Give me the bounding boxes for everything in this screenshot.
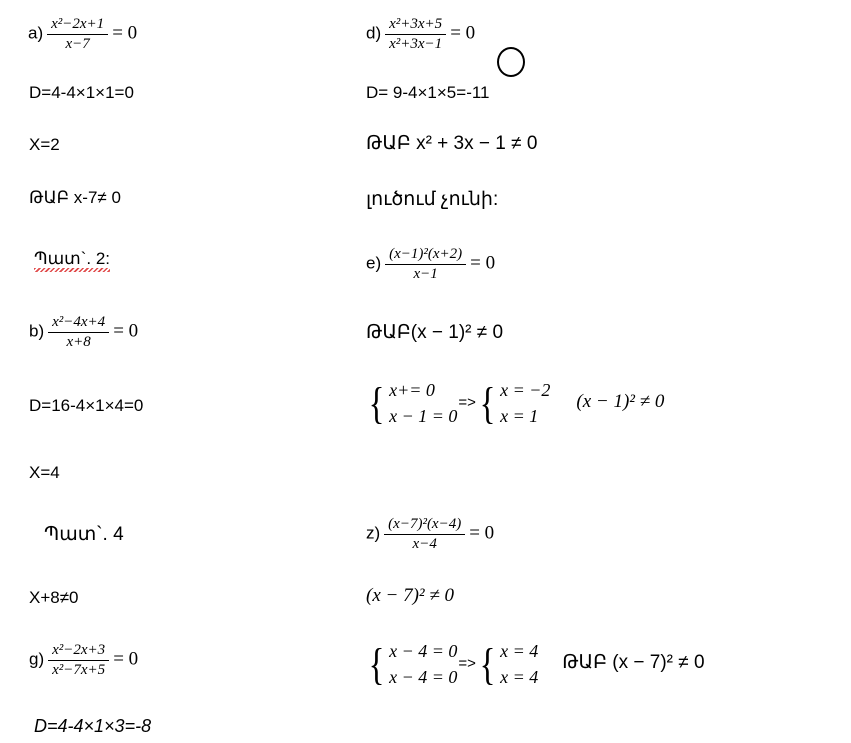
left-brace-icon: { (368, 378, 385, 428)
problem-g-expression (29, 642, 138, 680)
problem-z-system-left-row-0: x − 4 = 0 (389, 641, 458, 661)
problem-e-system-right-row-1: x = 1 (500, 406, 539, 427)
problem-g-discriminant: D=4-4×1×3=-8 (34, 716, 152, 736)
problem-d-condition: ԹԱԲ x² + 3x − 1 ≠ 0 (366, 133, 538, 154)
problem-a-numerator: x²−2x+1 (47, 16, 108, 35)
problem-a-discriminant: D=4-4×1×1=0 (29, 83, 134, 102)
problem-e-system-left (366, 377, 457, 429)
problem-g-numerator: x²−2x+3 (48, 642, 109, 661)
problem-g-equals: = 0 (113, 648, 139, 670)
problem-e-expression (366, 246, 495, 284)
problem-g-fraction (48, 642, 109, 680)
problem-d-expression (366, 16, 475, 54)
problem-e-system-left-row-0: x+= 0 (389, 380, 435, 400)
problem-b-numerator: x²−4x+4 (48, 314, 109, 333)
left-brace-icon: { (368, 639, 385, 689)
problem-a-answer (34, 249, 110, 269)
problem-g-denominator: x²−7x+5 (52, 662, 106, 679)
problem-z-system (366, 638, 705, 690)
problem-b-equals: = 0 (113, 320, 139, 342)
problem-e-system-right (477, 377, 550, 429)
problem-e-fraction (385, 246, 466, 284)
problem-z-system-right-row-0: x = 4 (500, 641, 539, 661)
problem-b-expression (29, 314, 138, 352)
problem-z-equals: = 0 (469, 522, 495, 544)
problem-z-note: ԹԱԲ (x − 7)² ≠ 0 (562, 651, 705, 673)
problem-d-label: d) (366, 23, 382, 43)
problem-e-denominator: x−1 (413, 266, 438, 283)
problem-a-denominator: x−7 (65, 36, 90, 53)
problem-b-denominator: x+8 (66, 334, 91, 351)
problem-z-numerator: (x−7)²(x−4) (384, 516, 465, 535)
problem-z-label: z) (366, 523, 381, 543)
problem-b-root: X=4 (29, 463, 60, 482)
problem-d-fraction (385, 16, 446, 54)
problem-b-answer: Պատ`. 4 (44, 524, 124, 545)
problem-z-system-left-row-1: x − 4 = 0 (389, 667, 458, 688)
problem-b-condition: X+8≠0 (29, 588, 79, 607)
problem-d-equals: = 0 (450, 22, 476, 44)
problem-a-label: a) (28, 23, 44, 43)
problem-e-note: (x − 1)² ≠ 0 (576, 390, 665, 412)
problem-b-discriminant: D=16-4×1×4=0 (29, 396, 144, 415)
problem-z-expression (366, 516, 494, 554)
problem-d-numerator: x²+3x+5 (385, 16, 446, 35)
problem-z-system-left (366, 638, 457, 690)
problem-d-conclusion: լուծում չունի: (366, 189, 499, 210)
problem-z-arrow: => (458, 654, 476, 672)
problem-a-expression (28, 16, 137, 54)
problem-a-equals: = 0 (112, 22, 138, 44)
problem-g-label: g) (29, 649, 45, 669)
problem-e-system-right-row-0: x = −2 (500, 380, 551, 400)
problem-a-answer-text: Պատ`. 2: (34, 249, 111, 268)
problem-z-fraction (384, 516, 465, 554)
problem-z-system-right (477, 638, 538, 690)
problem-e-label: e) (366, 253, 382, 273)
problem-z-condition: (x − 7)² ≠ 0 (366, 585, 455, 606)
problem-b-label: b) (29, 321, 45, 341)
problem-e-system-left-row-1: x − 1 = 0 (389, 406, 458, 427)
problem-b-fraction (48, 314, 109, 352)
problem-z-denominator: x−4 (412, 536, 437, 553)
hand-drawn-circle-annotation (497, 47, 525, 77)
problem-a-root: X=2 (29, 135, 60, 154)
problem-e-arrow: => (458, 393, 476, 411)
left-brace-icon: { (479, 639, 496, 689)
problem-e-numerator: (x−1)²(x+2) (385, 246, 466, 265)
problem-d-denominator: x²+3x−1 (389, 36, 443, 53)
problem-a-condition: ԹԱԲ x-7≠ 0 (29, 188, 121, 207)
problem-e-system (366, 377, 664, 429)
problem-e-condition: ԹԱԲ(x − 1)² ≠ 0 (366, 322, 504, 343)
problem-z-system-right-row-1: x = 4 (500, 667, 539, 688)
problem-e-equals: = 0 (470, 252, 496, 274)
problem-d-discriminant: D= 9-4×1×5=-11 (366, 83, 490, 102)
problem-a-fraction (47, 16, 108, 54)
left-brace-icon: { (479, 378, 496, 428)
